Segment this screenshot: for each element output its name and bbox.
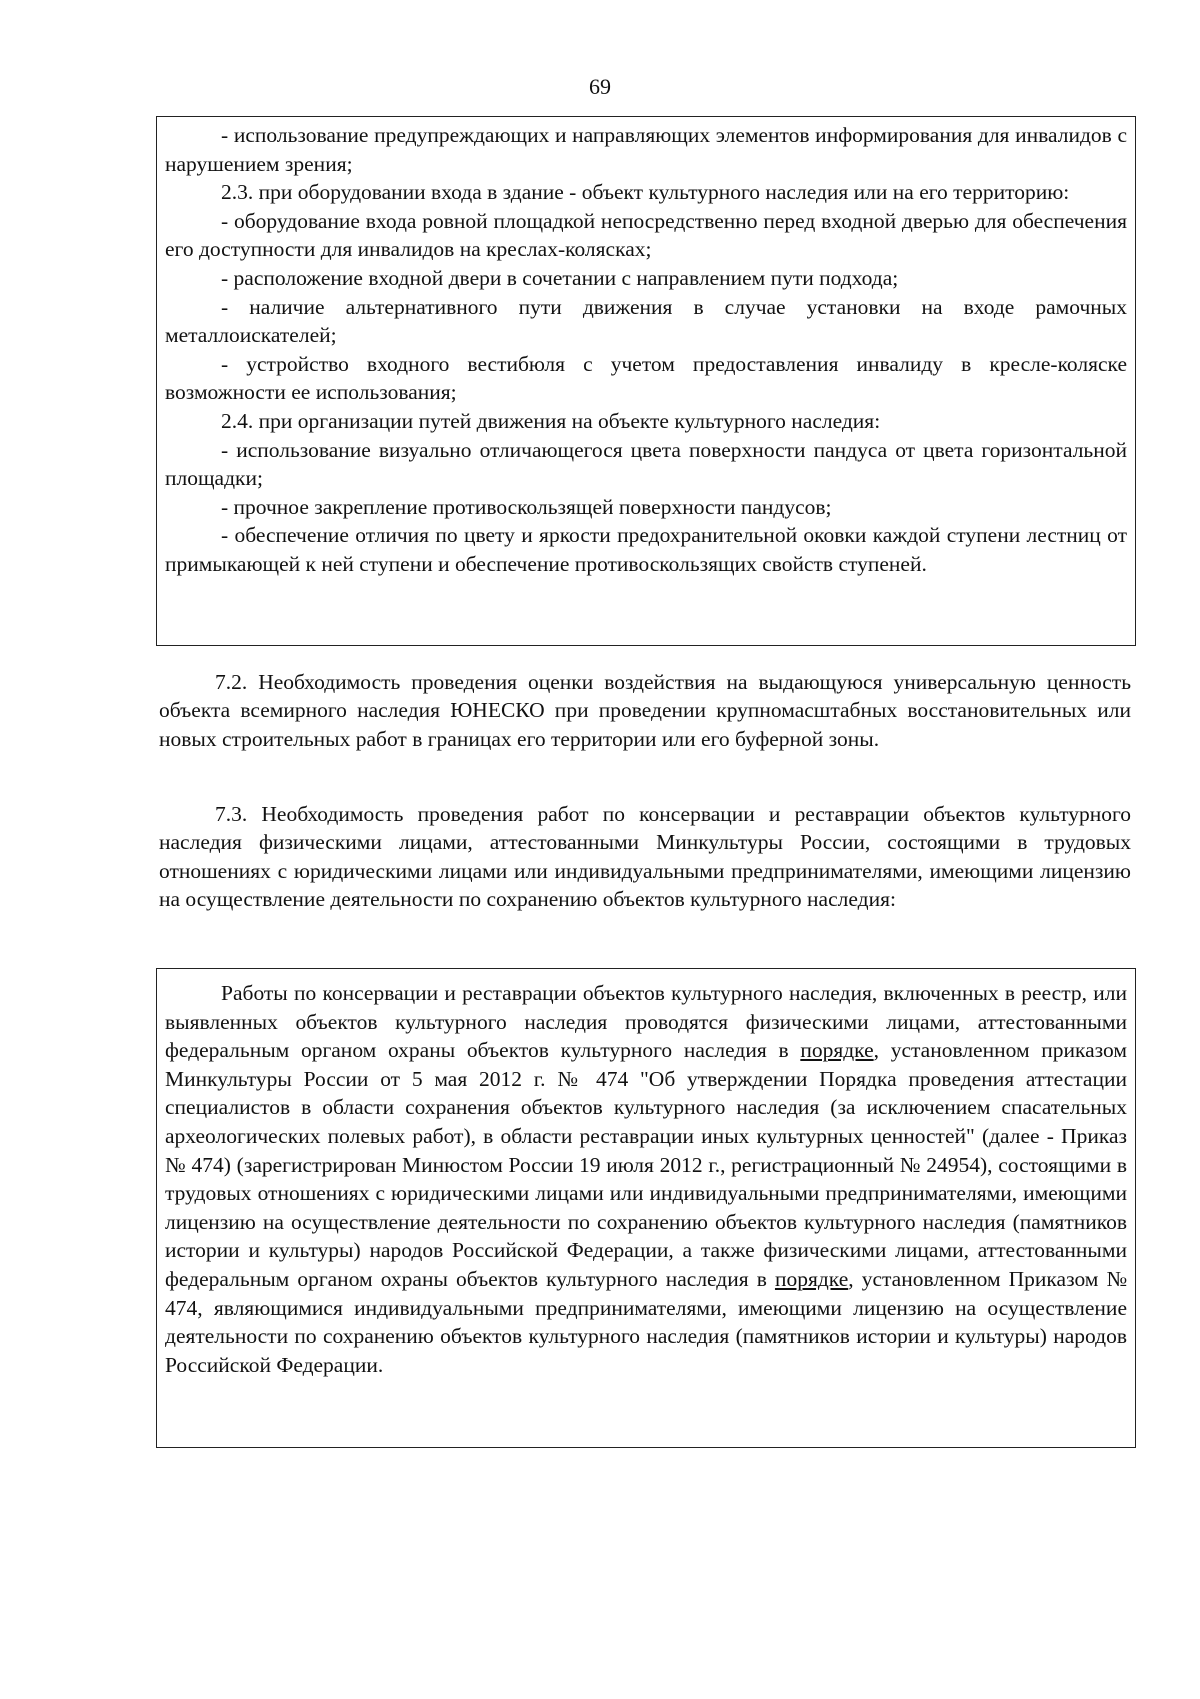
- order-link-2[interactable]: порядке: [774, 1266, 849, 1291]
- list-item: - оборудование входа ровной площадкой непосредственно перед входной дверью для обеспечения его доступности для инвалидов на креслах-колясках;: [165, 208, 1127, 262]
- list-item: - расположение входной двери в сочетании с направлением пути подхода;: [221, 265, 899, 290]
- list-item: - использование визуально отличающегося цвета поверхности пандуса от цвета горизонтальной площадки;: [165, 437, 1127, 491]
- list-item: - наличие альтернативного пути движения в случае установки на входе рамочных металлоискателей;: [165, 294, 1127, 348]
- subsection-2-4: 2.4. при организации путей движения на объекте культурного наследия:: [221, 408, 881, 433]
- excerpt-box-restoration: [156, 968, 1136, 1448]
- list-item: - устройство входного вестибюля с учетом предоставления инвалиду в кресле-коляске возможности ее использования;: [165, 351, 1127, 405]
- section-7-3: 7.3. Необходимость проведения работ по консервации и реставрации объектов культурного наследия физическими лицами, аттестованными Минкультуры России, состоящими в трудовых отношениях с юридическими лицами или индивидуальными предпринимателями, имеющими лицензию на осуществление деятельности по сохранению объектов культурного наследия:: [159, 802, 1131, 912]
- list-item: - прочное закрепление противоскользящей поверхности пандусов;: [221, 494, 832, 519]
- order-link-1[interactable]: порядке: [800, 1038, 874, 1063]
- restoration-text-part-1: Работы по консервации и реставрации объектов культурного наследия, включенных в реестр, или выявленных объектов культурного наследия проводятся физическими лицами, аттестованными федеральным органом охраны объектов культурного наследия в: [165, 981, 1127, 1063]
- subsection-2-3: 2.3. при оборудовании входа в здание - объект культурного наследия или на его территорию:: [221, 180, 1070, 205]
- list-item: - использование предупреждающих и направляющих элементов информирования для инвалидов с нарушением зрения;: [165, 123, 1127, 176]
- list-item: - обеспечение отличия по цвету и яркости предохранительной оковки каждой ступени лестниц от примыкающей к ней ступени и обеспечение противоскользящих свойств ступеней.: [165, 523, 1127, 576]
- restoration-text-part-2: , установленном приказом Минкультуры России от 5 мая 2012 г. № 474 "Об утверждении Порядка проведения аттестации специалистов в области сохранения объектов культурного наследия (за исключением спасательных археологических полевых работ), в области реставрации иных культурных ценностей" (далее - Приказ № 474) (зарегистрирован Минюстом России 19 июля 2012 г., регистрационный № 24954), состоящими в трудовых отношениях с юридическими лицами или индивидуальными предпринимателями, имеющими лицензию на осуществление деятельности по сохранению объектов культурного наследия (памятников истории и культуры) народов Российской Федерации, а также физическими лицами, аттестованными федеральным органом охраны объектов культурного наследия в: [165, 1038, 1127, 1291]
- restoration-text-part-3: , установленном Приказом № 474, являющимися индивидуальными предпринимателями, имеющими лицензию на осуществление деятельности по сохранению объектов культурного наследия (памятников истории и культуры) народов Российской Федерации.: [165, 1266, 1127, 1377]
- restoration-paragraph: [165, 979, 1127, 1379]
- page-number: 69: [589, 74, 611, 99]
- excerpt-box-accessibility: [156, 116, 1136, 646]
- section-7-2: 7.2. Необходимость проведения оценки воздействия на выдающуюся универсальную ценность объекта всемирного наследия ЮНЕСКО при проведении крупномасштабных восстановительных или новых строительных работ в границах его территории или его буферной зоны.: [159, 670, 1131, 751]
